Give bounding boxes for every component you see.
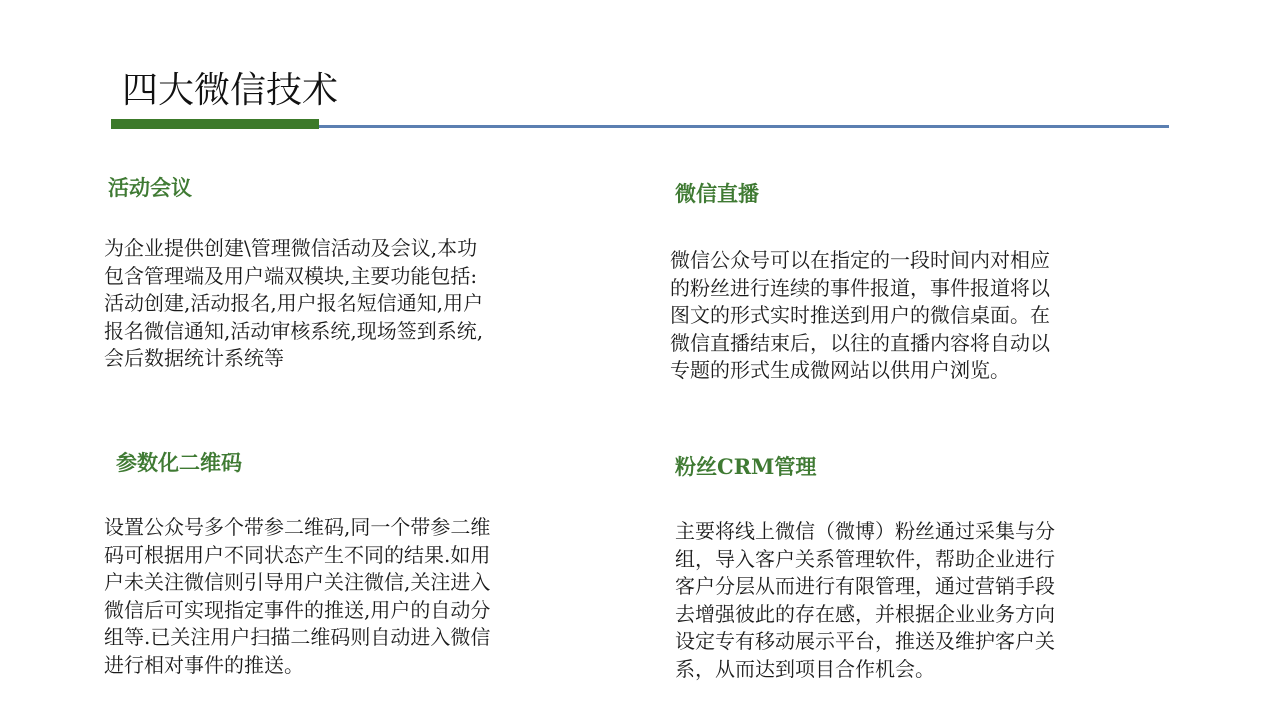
section-body-wechat-live: 微信公众号可以在指定的一段时间内对相应 的粉丝进行连续的事件报道，事件报道将以 图文的形式实时推送到用户的微信桌面。在 微信直播结束后，以往的直播内容将自动以 专题的形式生成微网站以供用户浏览。 [670,248,1050,382]
title-underline-green [111,119,319,129]
section-heading-activity-meeting: 活动会议 [108,175,192,200]
section-body-activity-meeting: 为企业提供创建\管理微信活动及会议,本功 包含管理端及用户端双模块,主要功能包括: 活动创建,活动报名,用户报名短信通知,用户 报名微信通知,活动审核系统,现场签到系统, 会后数据统计系统等 [104,236,484,370]
section-heading-fan-crm: 粉丝CRM管理 [675,454,817,479]
title-underline-blue [319,125,1169,128]
section-body-param-qrcode: 设置公众号多个带参二维码,同一个带参二维 码可根据用户不同状态产生不同的结果.如用 户未关注微信则引导用户关注微信,关注进入 微信后可实现指定事件的推送,用户的自动分 组等.已关注用户扫描二维码则自动进入微信 进行相对事件的推送。 [104,515,491,677]
section-heading-wechat-live: 微信直播 [675,181,759,206]
section-heading-param-qrcode: 参数化二维码 [116,450,242,475]
section-body-fan-crm: 主要将线上微信（微博）粉丝通过采集与分 组，导入客户关系管理软件，帮助企业进行 客户分层从而进行有限管理，通过营销手段 去增强彼此的存在感，并根据企业业务方向 设定专有移动展示平台，推送及维护客户关 系，从而达到项目合作机会。 [675,519,1055,681]
slide-title: 四大微信技术 [122,70,339,111]
